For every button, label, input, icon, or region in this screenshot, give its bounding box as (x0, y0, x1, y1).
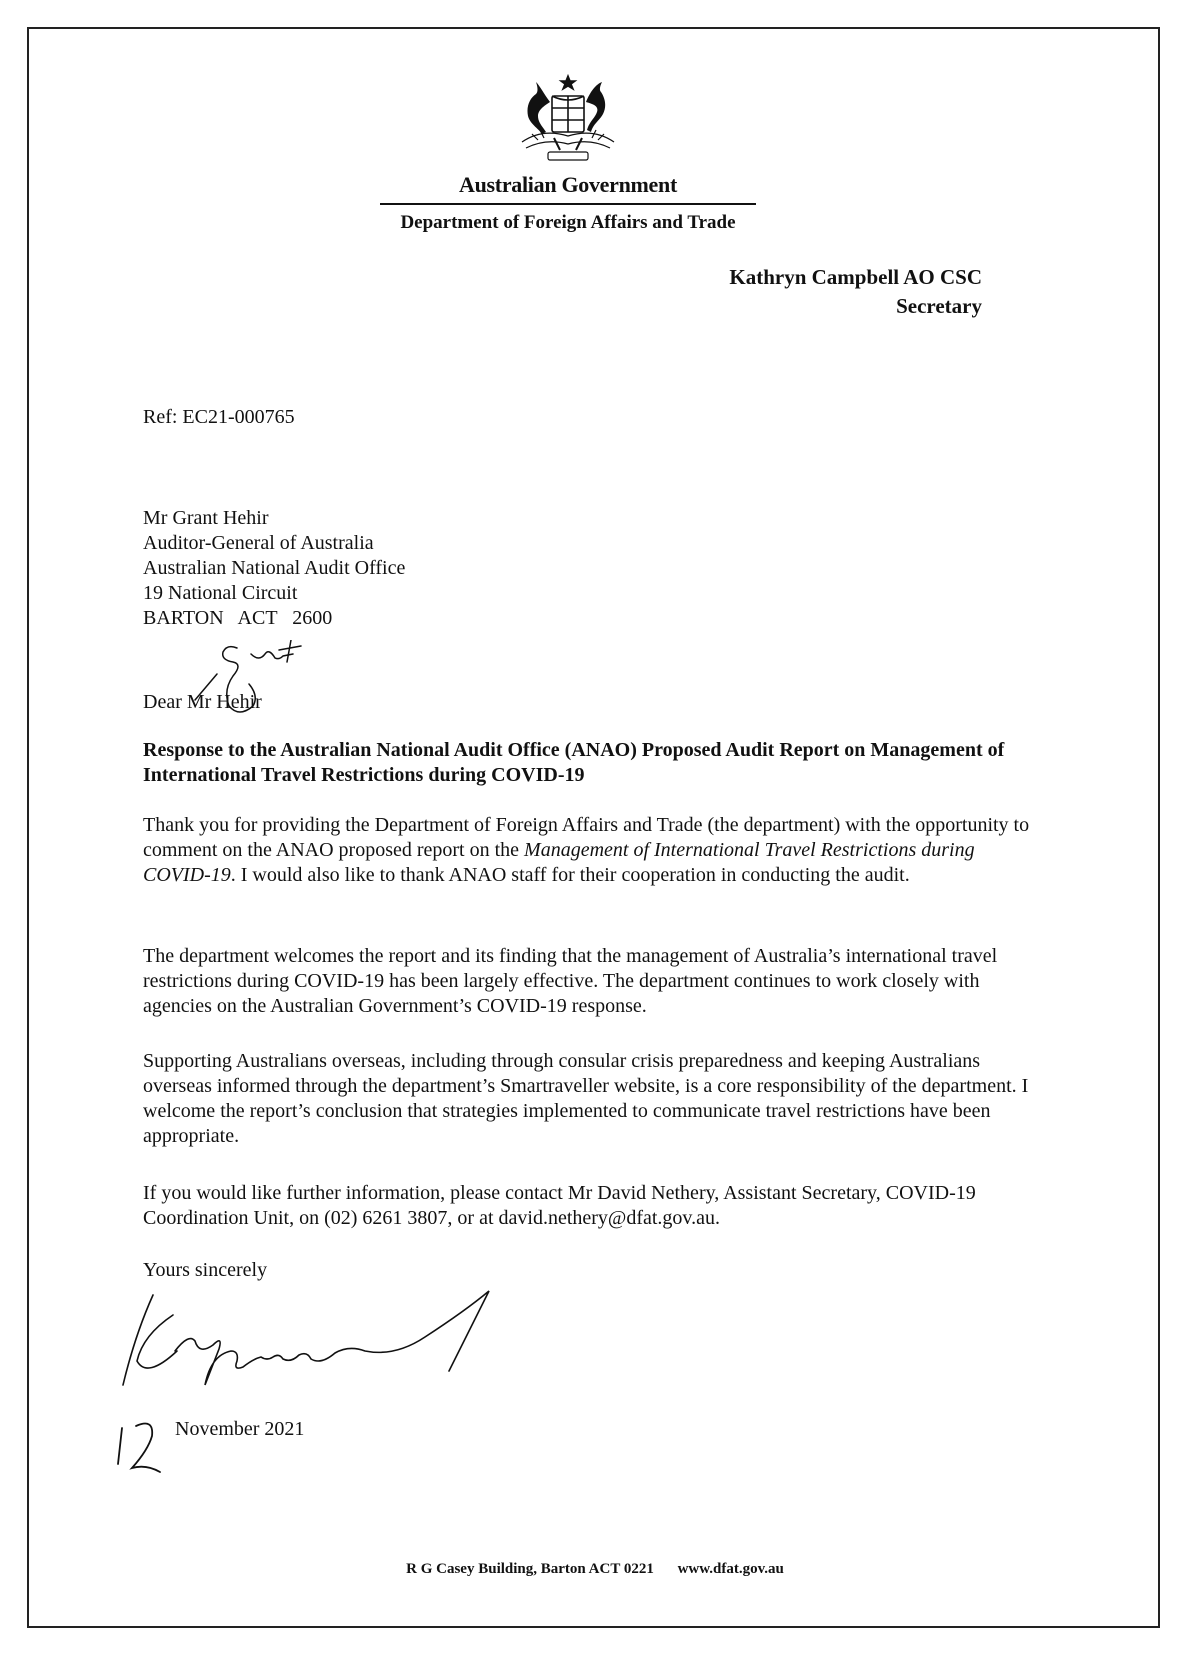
government-name: Australian Government (459, 172, 677, 197)
p1-text: Thank you for providing the Department of Foreign Affairs and Trade (the department) with the opportunity to comment on the ANAO proposed report on the (143, 814, 1030, 861)
salutation: Dear Mr Hehir (143, 691, 262, 713)
footer (0, 1561, 1190, 1578)
recipient-line: Mr Grant Hehir (143, 507, 269, 529)
recipient-line: Auditor-General of Australia (143, 532, 374, 554)
footer-address: R G Casey Building, Barton ACT 0221 (406, 1561, 654, 1577)
recipient-address (143, 506, 405, 631)
body-paragraph-4: If you would like further information, please contact Mr David Nethery, Assistant Secretary, COVID-19 Coordination Unit, on (02) 6261 3807, or at david.nethery@dfat.gov.au. (143, 1182, 976, 1229)
recipient-line: 19 National Circuit (143, 582, 298, 604)
letterhead-divider (380, 203, 756, 205)
sender-block (729, 263, 982, 321)
p1-text-end: . I would also like to thank ANAO staff for their cooperation in conducting the audit. (230, 864, 910, 886)
recipient-line: BARTON ACT 2600 (143, 607, 333, 629)
department-name: Department of Foreign Affairs and Trade (400, 212, 736, 233)
sender-title: Secretary (896, 294, 982, 318)
sender-name: Kathryn Campbell AO CSC (729, 265, 982, 289)
handwritten-day-icon (112, 1412, 182, 1482)
body-paragraph-3: Supporting Australians overseas, including through consular crisis preparedness and keeping Australians overseas informed through the department’s Smartraveller website, is a core responsibility of the department. I welcome the report’s conclusion that strategies implemented to communicate travel restrictions have been appropriate. (143, 1050, 1029, 1147)
handwritten-annotation-icon (175, 640, 375, 720)
body-paragraph-2: The department welcomes the report and its finding that the management of Australia’s international travel restrictions during COVID-19 has been largely effective. The department continues to work closely with agencies on the Australian Government’s COVID-19 response. (143, 945, 998, 1017)
recipient-line: Australian National Audit Office (143, 557, 406, 579)
signature-icon (113, 1285, 553, 1395)
body-paragraph-1 (143, 813, 1043, 888)
letter-date: November 2021 (175, 1418, 305, 1440)
coat-of-arms-icon (502, 72, 634, 172)
closing: Yours sincerely (143, 1259, 268, 1281)
report-title-italic: Management of International Travel Restrictions during COVID-19 (143, 839, 975, 886)
letter-subject: Response to the Australian National Audit Office (ANAO) Proposed Audit Report on Management of International Travel Restrictions during COVID-19 (143, 739, 1005, 786)
footer-website[interactable]: www.dfat.gov.au (677, 1561, 784, 1577)
reference-number: Ref: EC21-000765 (143, 406, 295, 428)
